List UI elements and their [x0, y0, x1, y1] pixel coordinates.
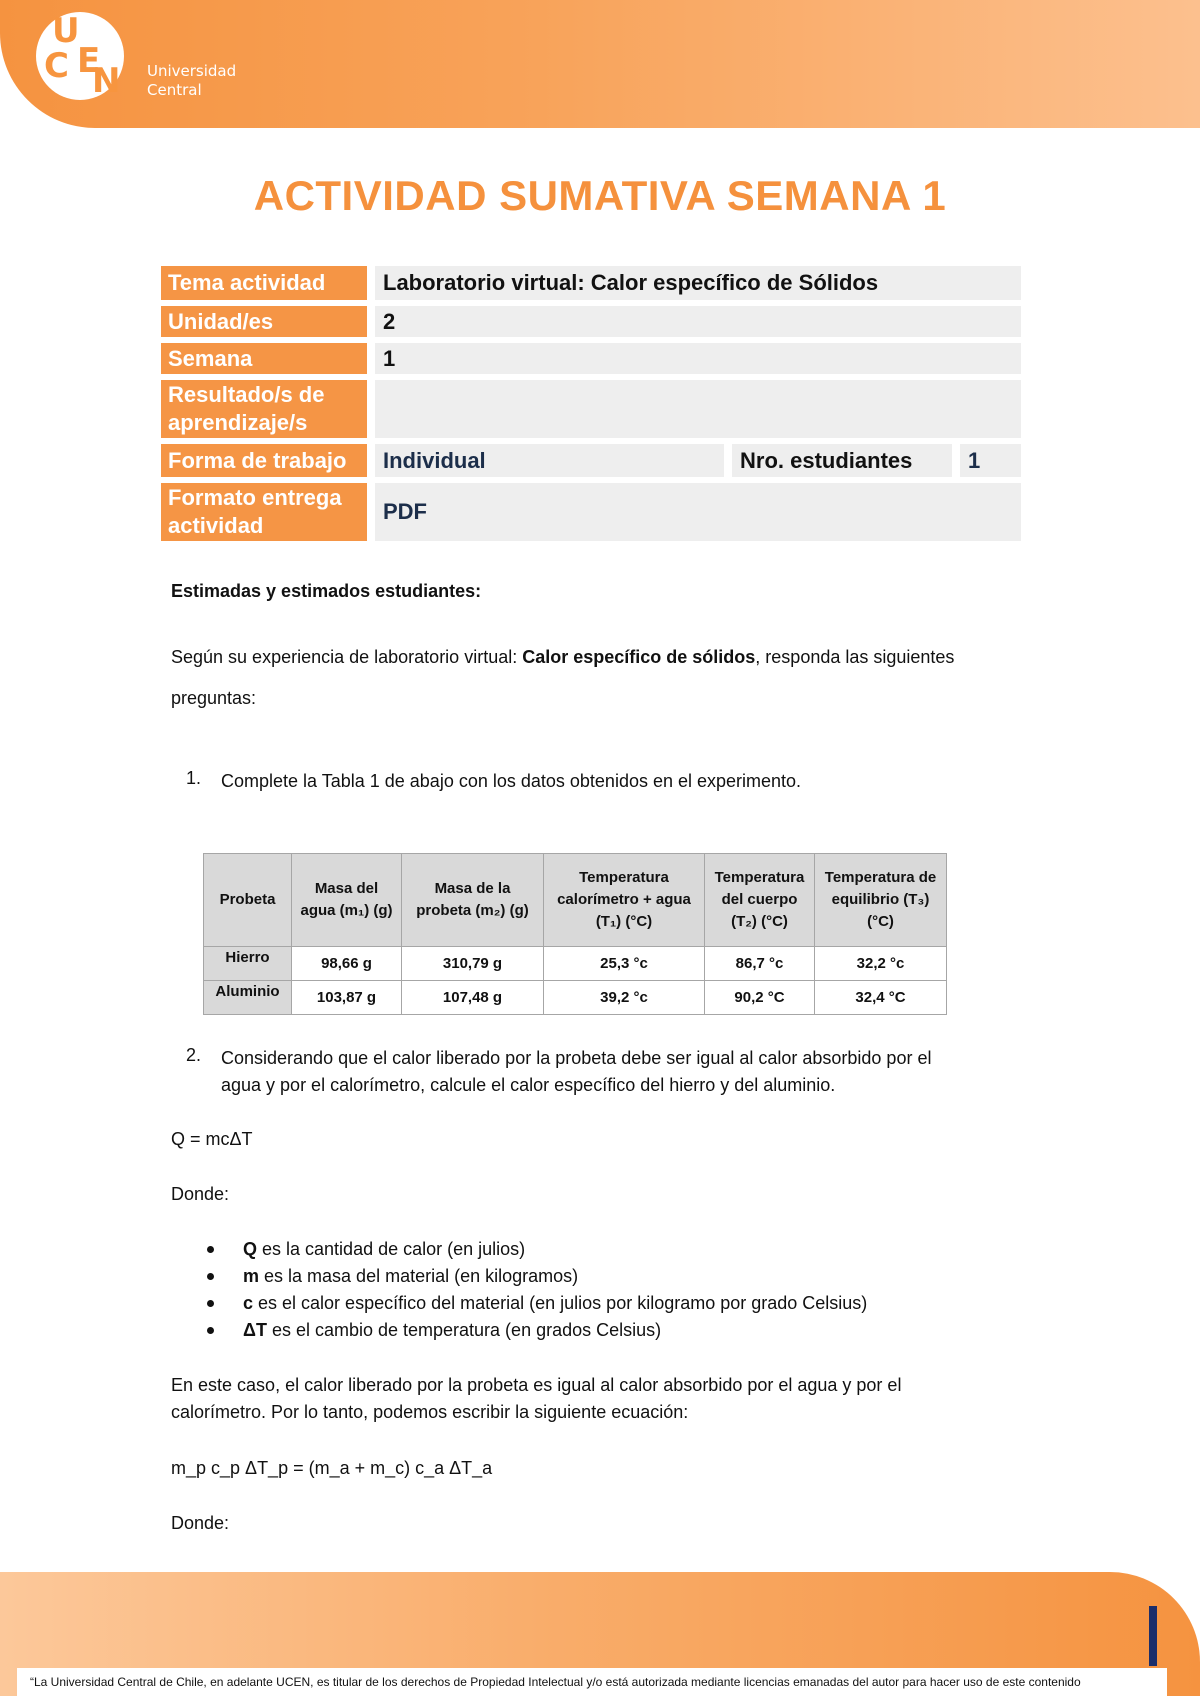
question-1-text: Complete la Tabla 1 de abajo con los datos obtenidos en el experimento. — [221, 771, 802, 791]
table-cell: Hierro — [204, 947, 292, 981]
forma-label: Forma de trabajo — [161, 444, 367, 477]
question-2-line2: agua y por el calorímetro, calcule el calor específico del hierro y del aluminio. — [221, 1075, 836, 1095]
table-cell: 86,7 °c — [705, 947, 815, 981]
info-row-forma — [161, 444, 1021, 477]
formato-label: Formato entrega actividad — [161, 483, 367, 541]
logo-letter-n: N — [92, 61, 121, 101]
intro-lab-name: Calor específico de sólidos — [522, 647, 756, 667]
donde-label-2: Donde: — [171, 1513, 230, 1533]
tema-label: Tema actividad — [161, 266, 367, 300]
table-header-cell: Probeta — [204, 854, 292, 947]
logo-letter-e: E — [77, 41, 101, 81]
list-item — [203, 1317, 867, 1344]
info-row-semana — [161, 343, 1021, 374]
variable-symbol: Q — [243, 1239, 258, 1259]
explanation-line2: calorímetro. Por lo tanto, podemos escribir la siguiente ecuación: — [171, 1402, 689, 1422]
table-cell: 32,4 °C — [815, 981, 947, 1015]
question-2-text — [221, 1045, 931, 1099]
table-cell: 98,66 g — [292, 947, 402, 981]
table-header-cell: Temperatura calorímetro + agua (T₁) (°C) — [544, 854, 705, 947]
question-2-line1: Considerando que el calor liberado por la probeta debe ser igual al calor absorbido por el — [221, 1048, 932, 1068]
intro-text: Según su experiencia de laboratorio virtual: — [171, 647, 523, 667]
table-cell: 39,2 °c — [544, 981, 705, 1015]
variable-description: es la masa del material (en kilogramos) — [259, 1266, 579, 1286]
variable-list — [203, 1236, 867, 1344]
table-cell: Aluminio — [204, 981, 292, 1015]
table-header-row — [204, 854, 947, 947]
semana-label: Semana — [161, 343, 367, 374]
list-item — [203, 1290, 867, 1317]
explanation-line1: En este caso, el calor liberado por la probeta es igual al calor absorbido por el agua y por el — [171, 1375, 902, 1395]
table-header-cell: Temperatura de equilibrio (T₃) (°C) — [815, 854, 947, 947]
explanation-paragraph — [171, 1372, 901, 1426]
table-row — [204, 947, 947, 981]
intro-paragraph-line2: preguntas: — [171, 688, 257, 708]
university-name — [147, 62, 236, 100]
variable-symbol: ΔT — [243, 1320, 267, 1340]
semana-value: 1 — [375, 343, 1021, 374]
footer-accent-bar — [1149, 1606, 1157, 1666]
table-header-cell: Temperatura del cuerpo (T₂) (°C) — [705, 854, 815, 947]
resultado-label: Resultado/s de aprendizaje/s — [161, 380, 367, 438]
question-1-number: 1. — [186, 768, 202, 788]
data-table — [203, 853, 947, 1015]
variable-description: es el calor específico del material (en julios por kilogramo por grado Celsius) — [253, 1293, 868, 1313]
list-item — [203, 1236, 867, 1263]
info-row-unidad — [161, 306, 1021, 337]
table-cell: 90,2 °C — [705, 981, 815, 1015]
copyright-disclaimer: “La Universidad Central de Chile, en adelante UCEN, es titular de los derechos de Propiedad Intelectual y/o está autorizada mediante licencias emanadas del autor para hacer uso de este contenido — [30, 1675, 1081, 1689]
intro-text-end: , responda las siguientes — [755, 647, 955, 667]
formato-value: PDF — [375, 483, 1021, 541]
page-title: ACTIVIDAD SUMATIVA SEMANA 1 — [253, 172, 947, 219]
variable-symbol: c — [243, 1293, 254, 1313]
list-item — [203, 1263, 867, 1290]
equation: m_p c_p ΔT_p = (m_a + m_c) c_a ΔT_a — [171, 1458, 493, 1478]
forma-value: Individual — [375, 444, 724, 477]
greeting: Estimadas y estimados estudiantes: — [171, 581, 482, 601]
logo-letter-u: U — [52, 11, 80, 51]
nro-estudiantes-value: 1 — [960, 444, 1021, 477]
nro-estudiantes-label: Nro. estudiantes — [732, 444, 952, 477]
table-header-cell: Masa del agua (m₁) (g) — [292, 854, 402, 947]
activity-info-table — [161, 266, 1021, 547]
table-cell: 310,79 g — [402, 947, 544, 981]
variable-symbol: m — [243, 1266, 260, 1286]
table-cell: 103,87 g — [292, 981, 402, 1015]
info-row-tema — [161, 266, 1021, 300]
variable-description: es el cambio de temperatura (en grados Celsius) — [266, 1320, 662, 1340]
unidad-value: 2 — [375, 306, 1021, 337]
logo-letter-c: C — [44, 46, 69, 86]
table-cell: 25,3 °c — [544, 947, 705, 981]
info-row-resultado — [161, 380, 1021, 438]
info-row-formato — [161, 483, 1021, 541]
unidad-label: Unidad/es — [161, 306, 367, 337]
table-header-cell: Masa de la probeta (m₂) (g) — [402, 854, 544, 947]
table-cell: 107,48 g — [402, 981, 544, 1015]
donde-label-1: Donde: — [171, 1184, 230, 1204]
variable-description: es la cantidad de calor (en julios) — [257, 1239, 526, 1259]
table-row — [204, 981, 947, 1015]
intro-paragraph — [171, 644, 954, 671]
university-name-line1: Universidad — [147, 62, 237, 80]
resultado-value — [375, 380, 1021, 438]
tema-value: Laboratorio virtual: Calor específico de Sólidos — [375, 266, 1021, 300]
formula: Q = mcΔT — [171, 1129, 253, 1149]
university-name-line2: Central — [147, 81, 202, 99]
table-cell: 32,2 °c — [815, 947, 947, 981]
question-2-number: 2. — [186, 1045, 202, 1065]
